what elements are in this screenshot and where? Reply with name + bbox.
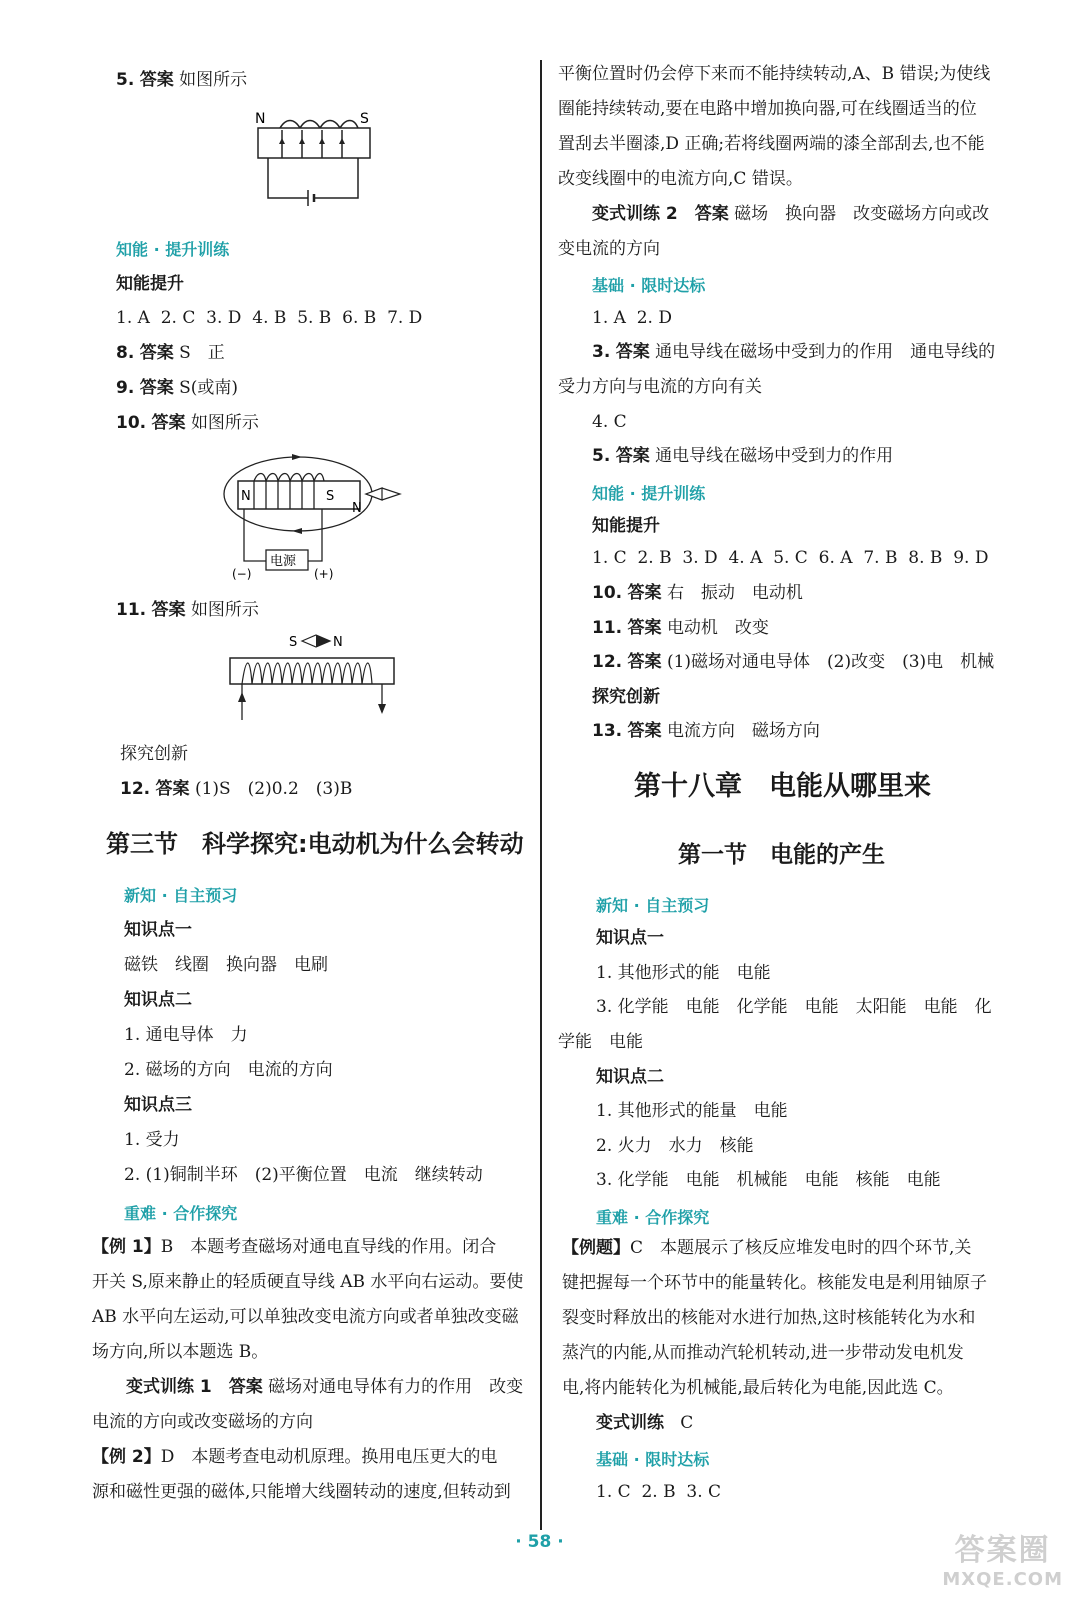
subheading-zhineng-2: 知能提升	[592, 516, 660, 536]
answer-11: 11. 答案 如图所示	[116, 600, 259, 620]
kp3-heading: 知识点三	[124, 1095, 192, 1115]
answer2-10: 10. 答案 右 振动 电动机	[592, 583, 803, 603]
kp2-heading: 知识点二	[124, 990, 192, 1010]
variant-q: 变式训练 C	[596, 1413, 694, 1433]
example-q-line-4: 蒸汽的内能,从而推动汽轮机转动,进一步带动发电机发	[562, 1343, 964, 1363]
section-zhongnan: 重难 · 合作探究	[124, 1204, 238, 1223]
kp2-item-2-2: 2. 火力 水力 核能	[596, 1136, 754, 1156]
kp1-item-1-2: 1. 其他形式的能 电能	[596, 963, 771, 983]
basic2-answers: 1. C 2. B 3. C	[596, 1482, 722, 1502]
example-q-line-1: 【例题】C 本题展示了核反应堆发电时的四个环节,关	[562, 1238, 972, 1258]
answer-9: 9. 答案 S(或南)	[116, 378, 239, 398]
section-xinzhi-2: 新知 · 自主预习	[596, 896, 710, 915]
svg-text:N: N	[352, 501, 362, 516]
kp3-item-2: 2. (1)铜制半环 (2)平衡位置 电流 继续转动	[124, 1165, 483, 1185]
svg-text:S: S	[326, 489, 335, 504]
svg-text:(−): (−)	[232, 567, 252, 581]
cont-line-2: 圈能持续转动,要在电路中增加换向器,可在线圈适当的位	[558, 99, 977, 119]
kp1-text: 磁铁 线圈 换向器 电刷	[124, 955, 328, 975]
subheading-zhineng: 知能提升	[116, 274, 184, 294]
section-zhongnan-2: 重难 · 合作探究	[596, 1208, 710, 1227]
variant-2-cont: 变电流的方向	[558, 239, 660, 259]
variant-1-cont: 电流的方向或改变磁场的方向	[92, 1412, 313, 1432]
basic-answer-4: 4. C	[592, 412, 627, 432]
section-jichu-2: 基础 · 限时达标	[596, 1450, 710, 1469]
svg-text:S: S	[360, 111, 369, 127]
page-number: · 58 ·	[515, 1532, 564, 1552]
kp2-item-1: 1. 通电导体 力	[124, 1025, 248, 1045]
svg-text:电源: 电源	[270, 554, 297, 569]
basic-answer-3: 3. 答案 通电导线在磁场中受到力的作用 通电导线的	[592, 342, 996, 362]
example-1-line-1: 【例 1】B 本题考查磁场对通电直导线的作用。闭合	[92, 1237, 497, 1257]
section-xinzhi: 新知 · 自主预习	[124, 886, 238, 905]
kp1-heading: 知识点一	[124, 920, 192, 940]
answer-8: 8. 答案 S 正	[116, 343, 225, 363]
answers-1-7: 1. A 2. C 3. D 4. B 5. B 6. B 7. D	[116, 308, 423, 328]
subheading-tanjiu-2: 探究创新	[592, 687, 660, 707]
svg-text:S: S	[289, 635, 298, 650]
section-jichu: 基础 · 限时达标	[592, 276, 706, 295]
example-q-line-2: 键把握每一个环节中的能量转化。核能发电是利用铀原子	[562, 1273, 987, 1293]
cont-line-3: 置刮去半圈漆,D 正确;若将线圈两端的漆全部刮去,也不能	[558, 134, 985, 154]
section-zhineng-tisheng: 知能 · 提升训练	[116, 240, 230, 259]
cont-line-1: 平衡位置时仍会停下来而不能持续转动,A、B 错误;为使线	[558, 64, 991, 84]
basic-answer-3-cont: 受力方向与电流的方向有关	[558, 377, 762, 397]
kp2-item-2: 2. 磁场的方向 电流的方向	[124, 1060, 333, 1080]
svg-text:N: N	[255, 111, 266, 127]
cont-line-4: 改变线圈中的电流方向,C 错误。	[558, 169, 803, 189]
answer2-13: 13. 答案 电流方向 磁场方向	[592, 721, 820, 741]
example-q-line-5: 电,将内能转化为机械能,最后转化为电能,因此选 C。	[562, 1378, 954, 1398]
kp1-item-3-cont: 学能 电能	[558, 1032, 643, 1052]
column-divider	[540, 60, 542, 1530]
svg-text:N: N	[333, 635, 343, 650]
example-2-line-1: 【例 2】D 本题考查电动机原理。换用电压更大的电	[92, 1447, 498, 1467]
variant-2: 变式训练 2 答案 磁场 换向器 改变磁场方向或改	[592, 204, 990, 224]
kp3-item-1: 1. 受力	[124, 1130, 180, 1150]
basic-answers-1-2: 1. A 2. D	[592, 308, 672, 328]
answers2-1-9: 1. C 2. B 3. D 4. A 5. C 6. A 7. B 8. B 9. D	[592, 548, 989, 568]
answer-10: 10. 答案 如图所示	[116, 413, 259, 433]
answer-5: 5. 答案 如图所示	[116, 70, 248, 90]
figure-solenoid-field	[218, 446, 408, 584]
section-zhineng-tisheng-2: 知能 · 提升训练	[592, 484, 706, 503]
example-q-line-3: 裂变时释放出的核能对水进行加热,这时核能转化为水和	[562, 1308, 976, 1328]
example-1-line-3: AB 水平向左运动,可以单独改变电流方向或者单独改变磁	[92, 1307, 519, 1327]
example-2-line-2: 源和磁性更强的磁体,只能增大线圈转动的速度,但转动到	[92, 1482, 511, 1502]
answer2-12: 12. 答案 (1)磁场对通电导体 (2)改变 (3)电 机械	[592, 652, 995, 672]
variant-1: 变式训练 1 答案 磁场对通电导体有力的作用 改变	[126, 1377, 524, 1397]
figure-electromagnet-circuit	[250, 108, 380, 213]
section-title-3: 第三节 科学探究:电动机为什么会转动	[106, 830, 524, 858]
subheading-tanjiu: 探究创新	[120, 744, 188, 764]
kp2-item-3-2: 3. 化学能 电能 机械能 电能 核能 电能	[596, 1170, 941, 1190]
section-title-1: 第一节 电能的产生	[678, 842, 885, 868]
example-1-line-2: 开关 S,原来静止的轻质硬直导线 AB 水平向右运动。要使	[92, 1272, 524, 1292]
svg-text:(+): (+)	[314, 567, 334, 581]
example-1-line-4: 场方向,所以本题选 B。	[92, 1342, 269, 1362]
svg-text:N: N	[241, 489, 251, 504]
figure-long-solenoid	[224, 630, 404, 724]
watermark-logo: 答案圈 MXQE.COM	[942, 1533, 1063, 1590]
kp2-item-1-2: 1. 其他形式的能量 电能	[596, 1101, 788, 1121]
basic-answer-5: 5. 答案 通电导线在磁场中受到力的作用	[592, 446, 894, 466]
chapter-title: 第十八章 电能从哪里来	[634, 771, 931, 802]
kp1-heading-2: 知识点一	[596, 928, 664, 948]
answer-12: 12. 答案 (1)S (2)0.2 (3)B	[120, 779, 353, 799]
kp1-item-3-2: 3. 化学能 电能 化学能 电能 太阳能 电能 化	[596, 997, 992, 1017]
answer2-11: 11. 答案 电动机 改变	[592, 618, 769, 638]
kp2-heading-2: 知识点二	[596, 1067, 664, 1087]
